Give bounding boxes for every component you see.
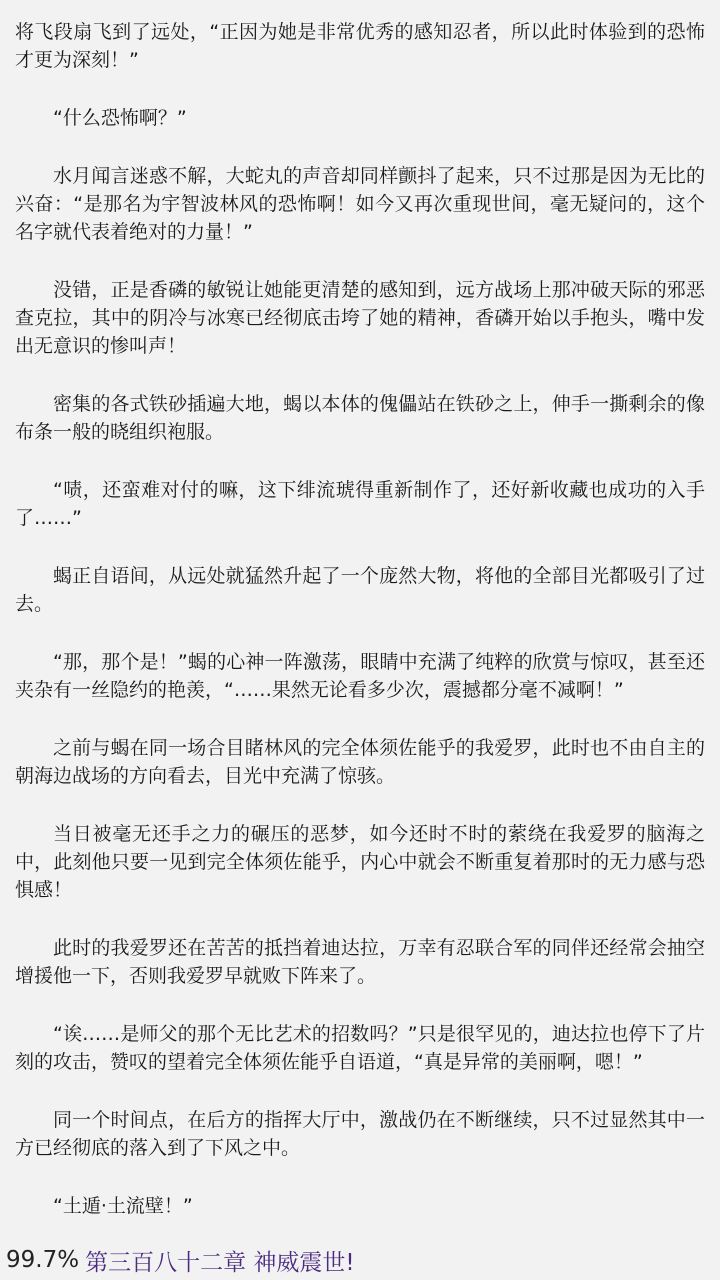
- reading-progress: 99.7%: [6, 1247, 80, 1273]
- paragraph: “土遁·土流壁！”: [53, 1195, 193, 1217]
- chapter-title[interactable]: 第三百八十二章 神威震世!: [85, 1249, 355, 1276]
- paragraph: 没错，正是香磷的敏锐让她能更清楚的感知到，远方战场上那冲破天际的邪恶查克拉，其中的阴冷与冰寒已经彻底击垮了她的精神，香磷开始以手抱头，嘴中发出无意识的惨叫声！: [15, 279, 705, 357]
- paragraph: 水月闻言迷惑不解，大蛇丸的声音却同样颤抖了起来，只不过那是因为无比的兴奋：“是那名为宇智波林风的恐怖啊！如今又再次重现世间，毫无疑问的，这个名字就代表着绝对的力量！”: [15, 165, 705, 243]
- paragraph: 同一个时间点，在后方的指挥大厅中，激战仍在不断继续，只不过显然其中一方已经彻底的落入到了下风之中。: [15, 1109, 705, 1159]
- reading-status-bar: [6, 1240, 720, 1280]
- paragraph: 蝎正自语间，从远处就猛然升起了一个庞然大物，将他的全部目光都吸引了过去。: [15, 565, 705, 615]
- chapter-content: [15, 18, 705, 1240]
- paragraph: “什么恐怖啊？”: [53, 107, 187, 129]
- paragraph: 当日被毫无还手之力的碾压的恶梦，如今还时不时的萦绕在我爱罗的脑海之中，此刻他只要一见到完全体须佐能乎，内心中就会不断重复着那时的无力感与恐惧感！: [15, 823, 705, 901]
- paragraph: 之前与蝎在同一场合目睹林风的完全体须佐能乎的我爱罗，此时也不由自主的朝海边战场的方向看去，目光中充满了惊骇。: [15, 737, 705, 787]
- paragraph: “啧，还蛮难对付的嘛，这下绯流琥得重新制作了，还好新收藏也成功的入手了……”: [15, 479, 705, 529]
- paragraph: “诶……是师父的那个无比艺术的招数吗？”只是很罕见的，迪达拉也停下了片刻的攻击，赞叹的望着完全体须佐能乎自语道，“真是异常的美丽啊，嗯！”: [15, 1023, 705, 1073]
- paragraph: 将飞段扇飞到了远处，“正因为她是非常优秀的感知忍者，所以此时体验到的恐怖才更为深刻！”: [15, 21, 705, 71]
- paragraph: 此时的我爱罗还在苦苦的抵挡着迪达拉，万幸有忍联合军的同伴还经常会抽空增援他一下，否则我爱罗早就败下阵来了。: [15, 937, 705, 987]
- paragraph: 密集的各式铁砂插遍大地，蝎以本体的傀儡站在铁砂之上，伸手一撕剩余的像布条一般的晓组织袍服。: [15, 393, 705, 443]
- paragraph: “那，那个是！”蝎的心神一阵激荡，眼睛中充满了纯粹的欣赏与惊叹，甚至还夹杂有一丝隐约的艳羡，“……果然无论看多少次，震撼都分毫不减啊！”: [15, 651, 705, 701]
